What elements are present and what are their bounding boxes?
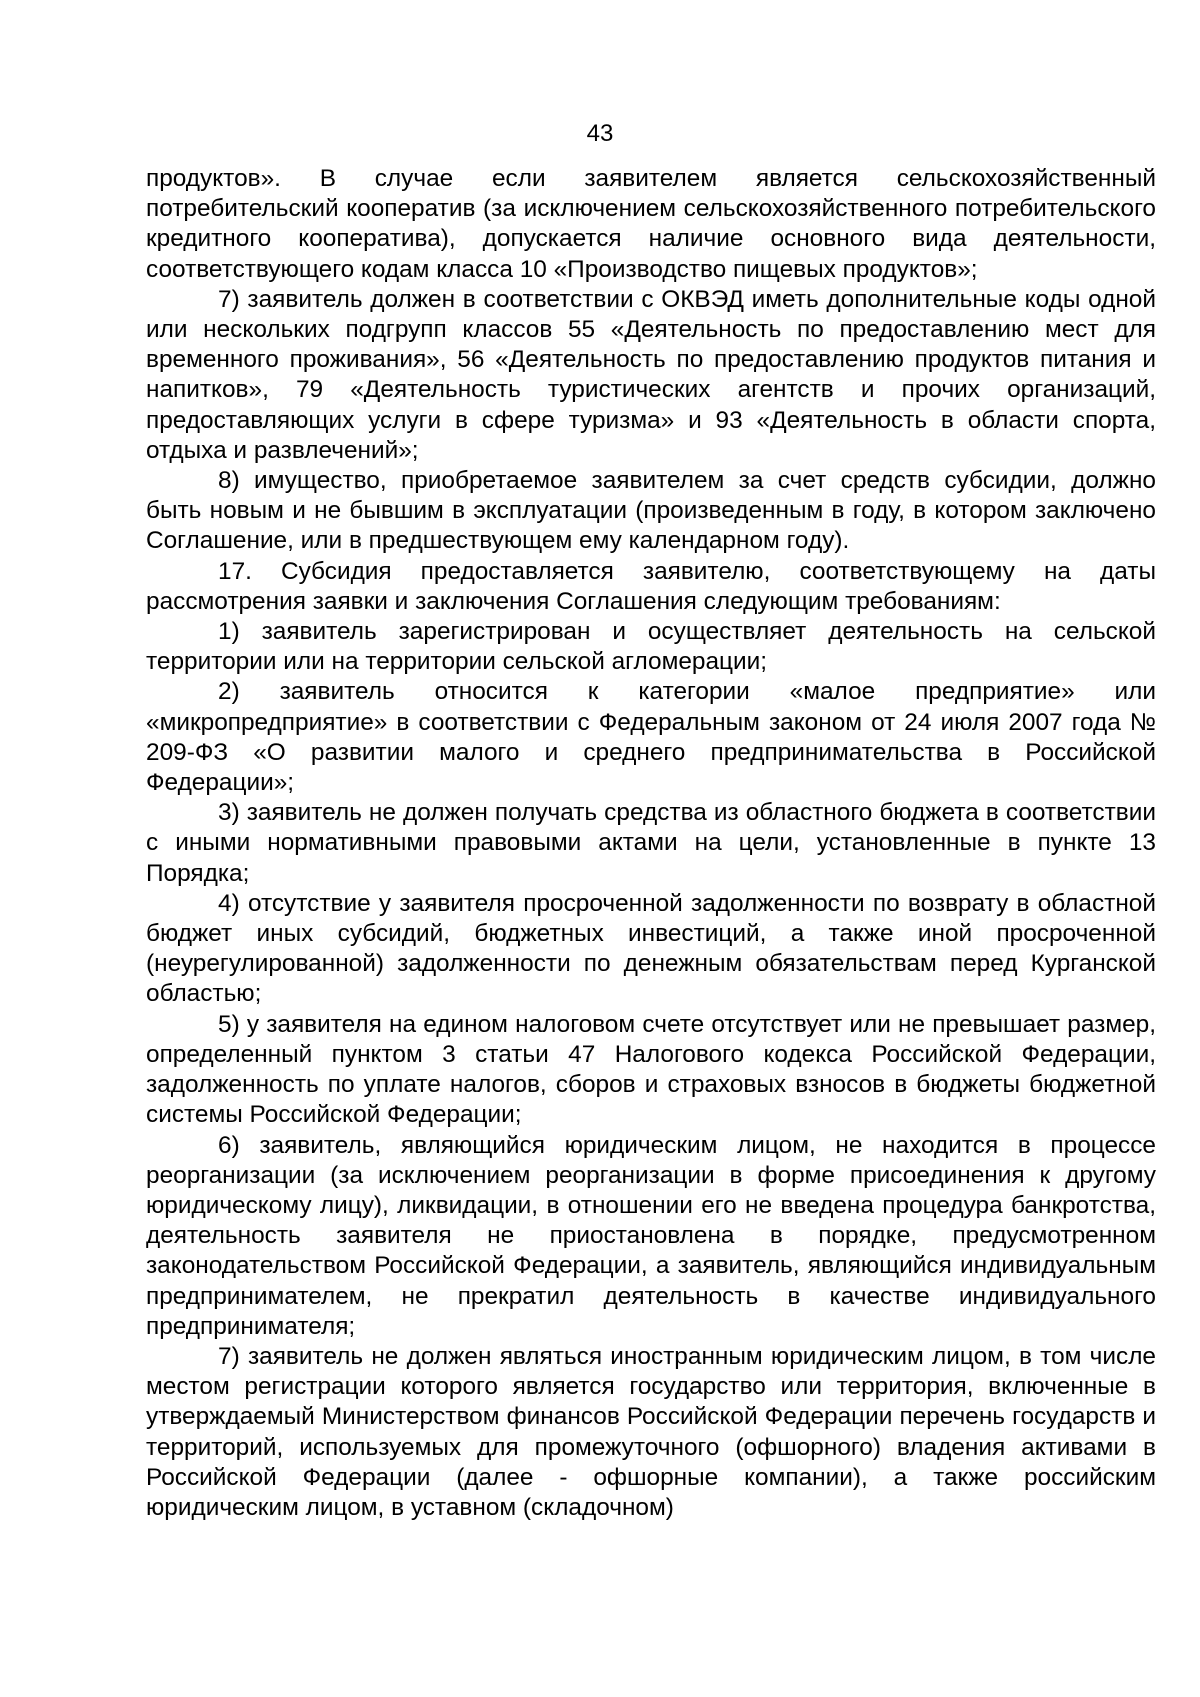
paragraph-requirement-1: 1) заявитель зарегистрирован и осуществляет деятельность на сельской территории или на территории сельской агломерации; xyxy=(146,618,1156,676)
paragraph-continuation: продуктов». В случае если заявителем является сельскохозяйственный потребительский кооператив (за исключением сельскохозяйственного потребительского кредитного кооператива), допускается наличие основного вида деятельности, соответствующего кодам класса 10 «Производство пищевых продуктов»; xyxy=(146,165,1156,283)
document-body xyxy=(146,164,1156,1523)
paragraph-requirement-4: 4) отсутствие у заявителя просроченной задолженности по возврату в областной бюджет иных субсидий, бюджетных инвестиций, а также иной просроченной (неурегулированной) задолженности по денежным обязательствам перед Курганской областью; xyxy=(146,889,1156,1008)
paragraph-item-8-property: 8) имущество, приобретаемое заявителем за счет средств субсидии, должно быть новым и не бывшим в эксплуатации (произведенным в году, в котором заключено Соглашение, или в предшествующем ему календарном году). xyxy=(146,467,1156,555)
paragraph-clause-17: 17. Субсидия предоставляется заявителю, соответствующему на даты рассмотрения заявки и заключения Соглашения следующим требованиям: xyxy=(146,557,1156,615)
paragraph-requirement-6: 6) заявитель, являющийся юридическим лицом, не находится в процессе реорганизации (за исключением реорганизации в форме присоединения к другому юридическому лицу), ликвидации, в отношении его не введена процедура банкротства, деятельность заявителя не приостановлена в порядке, предусмотренном законодательством Российской Федерации, а заявитель, являющийся индивидуальным предпринимателем, не прекратил деятельность в качестве индивидуального предпринимателя; xyxy=(146,1131,1156,1340)
paragraph-requirement-2: 2) заявитель относится к категории «малое предприятие» или «микропредприятие» в соответствии с Федеральным законом от 24 июля 2007 года № 209-ФЗ «О развитии малого и среднего предпринимательства в Российской Федерации»; xyxy=(146,678,1156,797)
page-number: 43 xyxy=(586,120,614,147)
paragraph-requirement-3: 3) заявитель не должен получать средства из областного бюджета в соответствии с иными нормативными правовыми актами на цели, установленные в пункте 13 Порядка; xyxy=(146,799,1156,887)
paragraph-item-7-okved: 7) заявитель должен в соответствии с ОКВЭД иметь дополнительные коды одной или нескольких подгрупп классов 55 «Деятельность по предоставлению мест для временного проживания», 56 «Деятельность по предоставлению продуктов питания и напитков», 79 «Деятельность туристических агентств и прочих организаций, предоставляющих услуги в сфере туризма» и 93 «Деятельность в области спорта, отдыха и развлечений»; xyxy=(146,285,1156,464)
paragraph-requirement-7: 7) заявитель не должен являться иностранным юридическим лицом, в том числе местом регистрации которого является государство или территория, включенные в утверждаемый Министерством финансов Российской Федерации перечень государств и территорий, используемых для промежуточного (офшорного) владения активами в Российской Федерации (далее - офшорные компании), а также российским юридическим лицом, в уставном (складочном) xyxy=(146,1342,1156,1521)
paragraph-requirement-5: 5) у заявителя на едином налоговом счете отсутствует или не превышает размер, определенный пунктом 3 статьи 47 Налогового кодекса Российской Федерации, задолженность по уплате налогов, сборов и страховых взносов в бюджеты бюджетной системы Российской Федерации; xyxy=(146,1010,1156,1129)
